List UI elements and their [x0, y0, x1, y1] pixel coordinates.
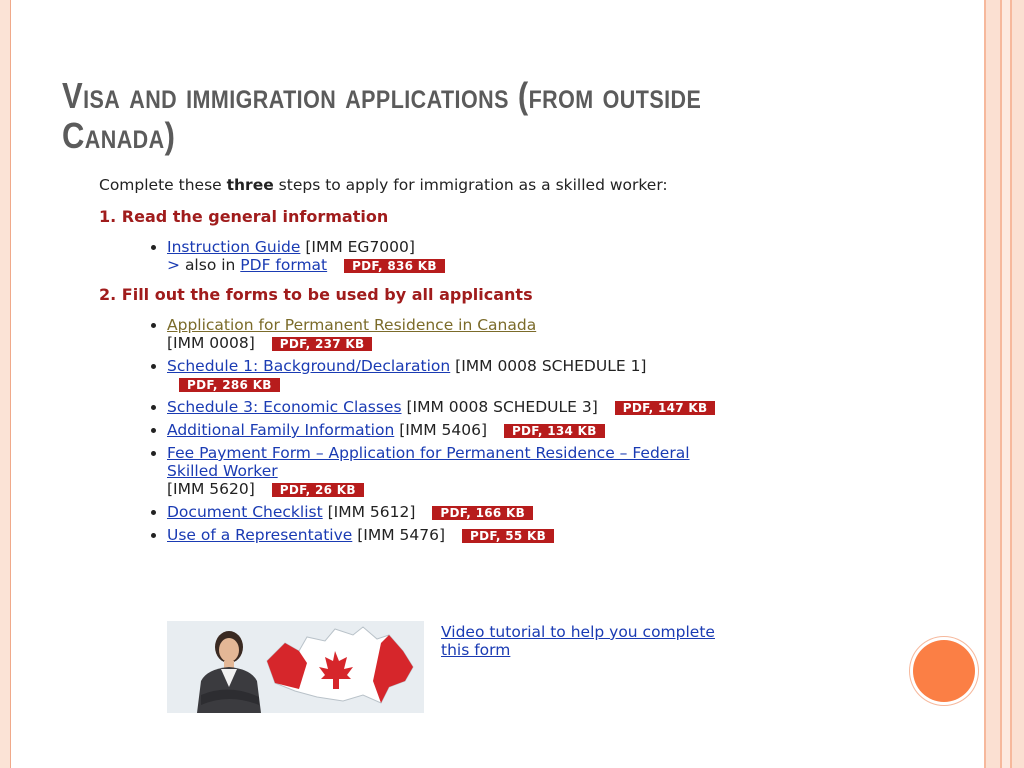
list-item [167, 444, 739, 498]
form-link-schedule-3[interactable]: Schedule 3: Economic Classes [167, 398, 402, 416]
form-code: [IMM 0008] [167, 334, 255, 352]
slide-left-border [0, 0, 11, 768]
form-link-schedule-1[interactable]: Schedule 1: Background/Declaration [167, 357, 451, 375]
decorative-circle [913, 640, 975, 702]
video-tutorial-link[interactable]: Video tutorial to help you complete this form [441, 623, 715, 659]
step-2-list [99, 316, 739, 544]
slide-title-line-2: Canada) [62, 115, 176, 156]
tutorial-thumbnail[interactable] [167, 621, 424, 713]
form-code: [IMM 0008 SCHEDULE 1] [455, 357, 647, 375]
canada-map-illustration [167, 621, 424, 713]
screenshot-content [99, 176, 739, 556]
intro-text [99, 176, 739, 194]
slide-title [62, 76, 750, 156]
form-code: [IMM 5406] [399, 421, 487, 439]
list-item [167, 503, 739, 521]
chevron-right-icon: > [167, 256, 180, 274]
video-tutorial-section [167, 621, 727, 713]
list-item [167, 316, 739, 352]
pdf-size-badge: PDF, 134 KB [504, 424, 605, 438]
pdf-size-badge: PDF, 166 KB [432, 506, 533, 520]
form-link-imm-0008[interactable]: Application for Permanent Residence in Canada [167, 316, 537, 334]
slide-title-line-1: Visa and immigration applications (from outside [62, 75, 702, 116]
form-link-imm-5620[interactable]: Fee Payment Form – Application for Permanent Residence – Federal Skilled Worker [167, 444, 690, 480]
pdf-size-badge: PDF, 836 KB [344, 259, 445, 273]
list-item [167, 421, 739, 439]
intro-bold: three [226, 176, 274, 194]
intro-prefix: Complete these [99, 176, 227, 194]
step-1-heading: 1. Read the general information [99, 207, 389, 226]
list-item [167, 357, 739, 393]
form-code: [IMM 5476] [357, 526, 446, 544]
slide-right-border [978, 0, 1024, 768]
form-link-imm-5476[interactable]: Use of a Representative [167, 526, 353, 544]
list-item [167, 398, 739, 416]
list-item [167, 238, 739, 274]
pdf-size-badge: PDF, 286 KB [179, 378, 280, 392]
form-code: [IMM EG7000] [305, 238, 415, 256]
pdf-size-badge: PDF, 147 KB [615, 401, 716, 415]
intro-suffix: steps to apply for immigration as a skilled worker: [273, 176, 668, 194]
step-2-heading: 2. Fill out the forms to be used by all applicants [99, 285, 533, 304]
list-item [167, 526, 739, 544]
form-code: [IMM 5620] [167, 480, 255, 498]
pdf-size-badge: PDF, 55 KB [462, 529, 554, 543]
form-code: [IMM 5612] [327, 503, 416, 521]
step-1-list [99, 238, 739, 274]
pdf-size-badge: PDF, 237 KB [272, 337, 373, 351]
instruction-guide-link[interactable]: Instruction Guide [167, 238, 301, 256]
pdf-format-link[interactable]: PDF format [240, 256, 328, 274]
form-code: [IMM 0008 SCHEDULE 3] [406, 398, 598, 416]
form-link-imm-5406[interactable]: Additional Family Information [167, 421, 395, 439]
also-in-text: also in [184, 256, 236, 274]
form-link-imm-5612[interactable]: Document Checklist [167, 503, 323, 521]
pdf-size-badge: PDF, 26 KB [272, 483, 364, 497]
